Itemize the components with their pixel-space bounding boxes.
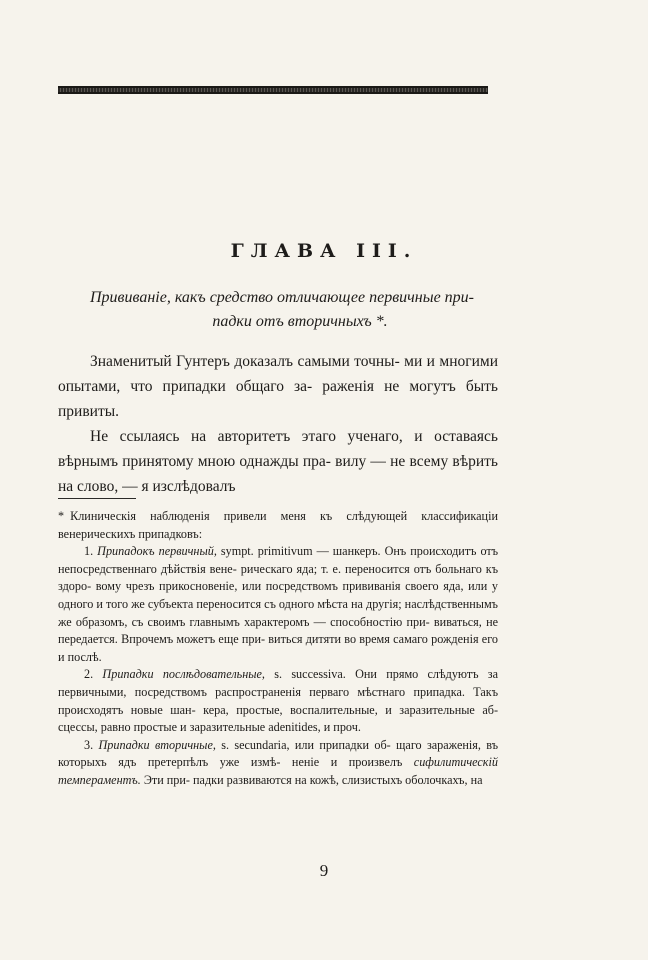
chapter-heading: ГЛАВА III. [230, 240, 418, 262]
footnote-item-text: въ которыхъ ядъ претерпѣлъ уже измѣ- неніе и произвелъ [58, 737, 499, 770]
body-paragraph-1: Знаменитый Гунтеръ доказалъ самыми точны- ми и многими опытами, что припадки общаго за- раженія не могутъ быть привиты. [58, 353, 498, 420]
footnote-item-number: 2. [84, 667, 94, 682]
body-paragraph-2: Не ссылаясь на авторитетъ этаго ученаго, и оставаясь вѣрнымъ принятому мною однажды пра- вилу — не всему вѣрить на слово, — я изслѣдовалъ [58, 428, 498, 495]
footnote-item-latin: s. successiva. [274, 667, 346, 682]
chapter-title [90, 286, 510, 334]
header-ornamental-rule [58, 86, 488, 94]
chapter-title-line-2: падки отъ вторичныхъ *. [212, 313, 388, 330]
footnote-item-term: Припадки послѣдовательные, [102, 667, 265, 682]
footnote-marker: * [58, 509, 65, 523]
footnote-item-latin: s. secundaria, или припадки об- щаго зараженія, [221, 737, 481, 752]
footnote [58, 508, 498, 790]
footnote-item-latin: sympt. primitivum — шанкеръ. [220, 544, 381, 559]
footnote-item-text: Они прямо слѣдуютъ за первичными, посредствомъ распространенія перваго мѣстнаго припадка. Такъ происходятъ новые шан- кера, простые, воспалительные, и заразительные аб- сцессы, равно простые и заразительные adenitides, и проч. [58, 667, 499, 735]
footnote-item-2 [58, 666, 498, 736]
footnote-separator [58, 498, 136, 499]
footnote-item-term: Припадки вторичные, [98, 737, 216, 752]
footnote-item-1 [58, 543, 498, 666]
footnote-item-number: 3. [84, 737, 94, 752]
footnote-intro [58, 508, 498, 543]
footnote-item-number: 1. [84, 544, 94, 559]
footnote-intro-text: Клиническія наблюденія привели меня къ слѣдующей классификаціи венерическихъ припадковъ: [58, 509, 498, 541]
body-text [58, 349, 498, 499]
footnote-item-3 [58, 737, 498, 790]
chapter-title-line-1: Прививаніе, какъ средство отличающее первичные при- [90, 289, 474, 306]
footnote-item-text: Онъ происходитъ отъ непосредственнаго дѣйствія вене- рическаго яда; т. е. переносится отъ больнаго къ здоро- вому чрезъ прикосновеніе, или посредствомъ прививанія своего яда, или у одного и того же субъекта переносится съ одного мѣста на другія; наслѣдственнымъ же образомъ, съ своимъ главнымъ характеромъ — способностію при- виваться, не передается. Впрочемъ можетъ еще при- виться дитяти во время самаго рожденія его и послѣ. [58, 544, 499, 664]
footnote-item-term-2: сифилитическій темпераментъ. [58, 755, 498, 787]
page-number: 9 [319, 861, 329, 880]
footnote-item-term: Припадокъ первичный, [97, 544, 217, 559]
footnote-item-text-2: Эти при- падки развиваются на кожѣ, слизистыхъ оболочкахъ, на [143, 772, 483, 787]
